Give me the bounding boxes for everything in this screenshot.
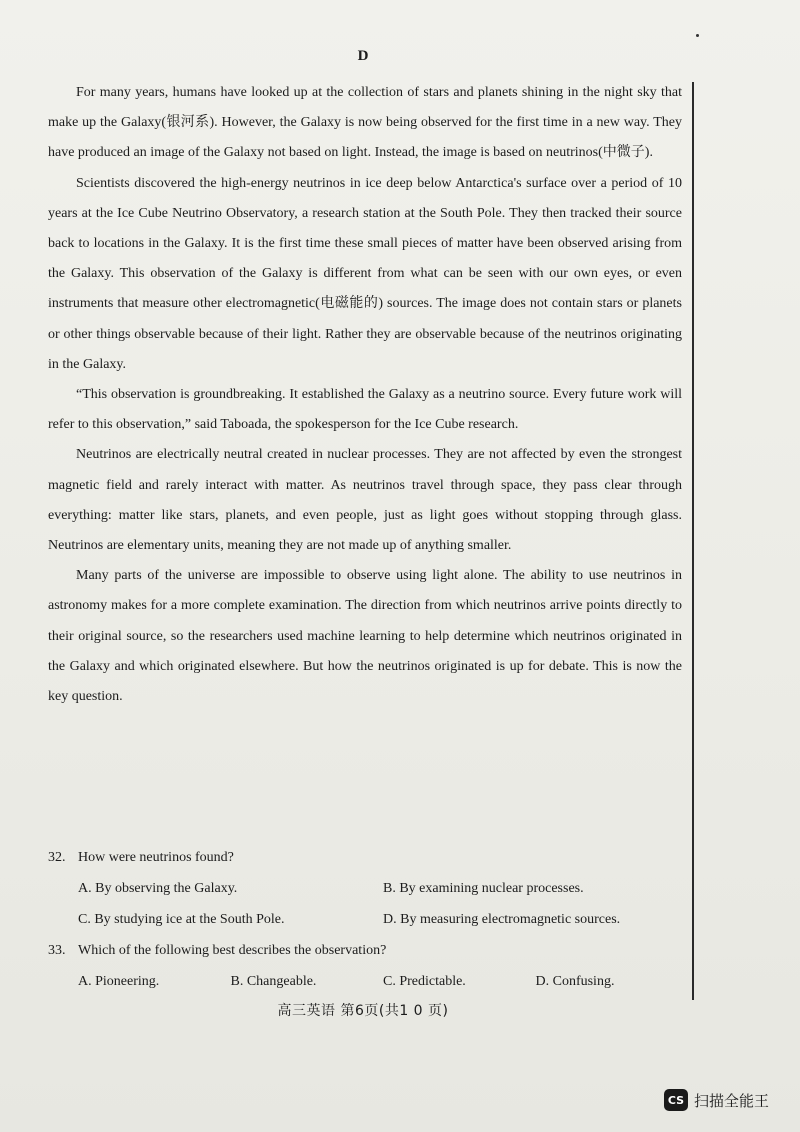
watermark-text: 扫描全能王 [694, 1091, 770, 1110]
camscanner-logo-icon: CS [664, 1089, 688, 1111]
question-list [48, 842, 688, 997]
option-c: C. By studying ice at the South Pole. [78, 912, 285, 927]
passage-paragraph: Scientists discovered the high-energy neutrinos in ice deep below Antarctica's surface over a period of 10 years at the Ice Cube Neutrino Observatory, a research station at the South Pole. They then tracked their source back to locations in the Galaxy. It is the first time these small pieces of matter have been observed arising from the Galaxy. This observation of the Galaxy is different from what can be seen with our own eyes, or even instruments that measure other electromagnetic(电磁能的) sources. The image does not contain stars or planets or other things observable because of their light. Rather they are observable because of the neutrinos originating in the Galaxy. [48, 175, 682, 372]
scanner-watermark [664, 1088, 769, 1112]
option-c: C. Predictable. [383, 974, 466, 989]
question-text: Which of the following best describes the observation? [78, 943, 387, 958]
option-d: D. Confusing. [535, 974, 615, 989]
question-stem [48, 842, 688, 873]
option-row [48, 904, 688, 935]
option-d: D. By measuring electromagnetic sources. [383, 912, 621, 927]
passage-paragraph: Neutrinos are electrically neutral created in nuclear processes. They are not affected by even the strongest magnetic field and rarely interact with matter. As neutrinos travel through space, they pass clear through everything: matter like stars, planets, and even people, just as light goes without stopping through glass. Neutrinos are elementary units, meaning they are not made up of anything smaller. [48, 447, 682, 554]
column-rule [692, 82, 694, 1000]
question-stem [48, 935, 688, 966]
passage-paragraph: “This observation is groundbreaking. It established the Galaxy as a neutrino source. Every future work will refer to this observation,” said Taboada, the spokesperson for the Ice Cube research. [48, 387, 682, 433]
scan-speck [696, 34, 699, 37]
question-number: 32. [48, 850, 66, 865]
question-32 [48, 842, 688, 935]
option-b: B. Changeable. [230, 974, 317, 989]
reading-passage [48, 78, 682, 712]
question-33 [48, 935, 688, 997]
option-a: A. Pioneering. [78, 974, 160, 989]
option-row [48, 966, 688, 997]
option-row [48, 873, 688, 904]
option-a: A. By observing the Galaxy. [78, 881, 238, 896]
section-letter: D [357, 48, 369, 64]
question-text: How were neutrinos found? [78, 850, 234, 865]
passage-paragraph: For many years, humans have looked up at the collection of stars and planets shining in the night sky that make up the Galaxy(银河系). However, the Galaxy is now being observed for the first time in a new way. They have produced an image of the Galaxy not based on light. Instead, the image is based on neutrinos(中微子). [48, 85, 682, 161]
passage-paragraph: Many parts of the universe are impossible to observe using light alone. The ability to use neutrinos in astronomy makes for a more complete examination. The direction from which neutrinos arrive points directly to their original source, so the researchers used machine learning to help determine which neutrinos originated in the Galaxy and which originated elsewhere. But how the neutrinos originated is up for debate. This is now the key question. [48, 568, 682, 705]
question-number: 33. [48, 943, 66, 958]
option-b: B. By examining nuclear processes. [383, 881, 584, 896]
page-footer: 高三英语 第6页(共1 0 页) [277, 1003, 449, 1019]
